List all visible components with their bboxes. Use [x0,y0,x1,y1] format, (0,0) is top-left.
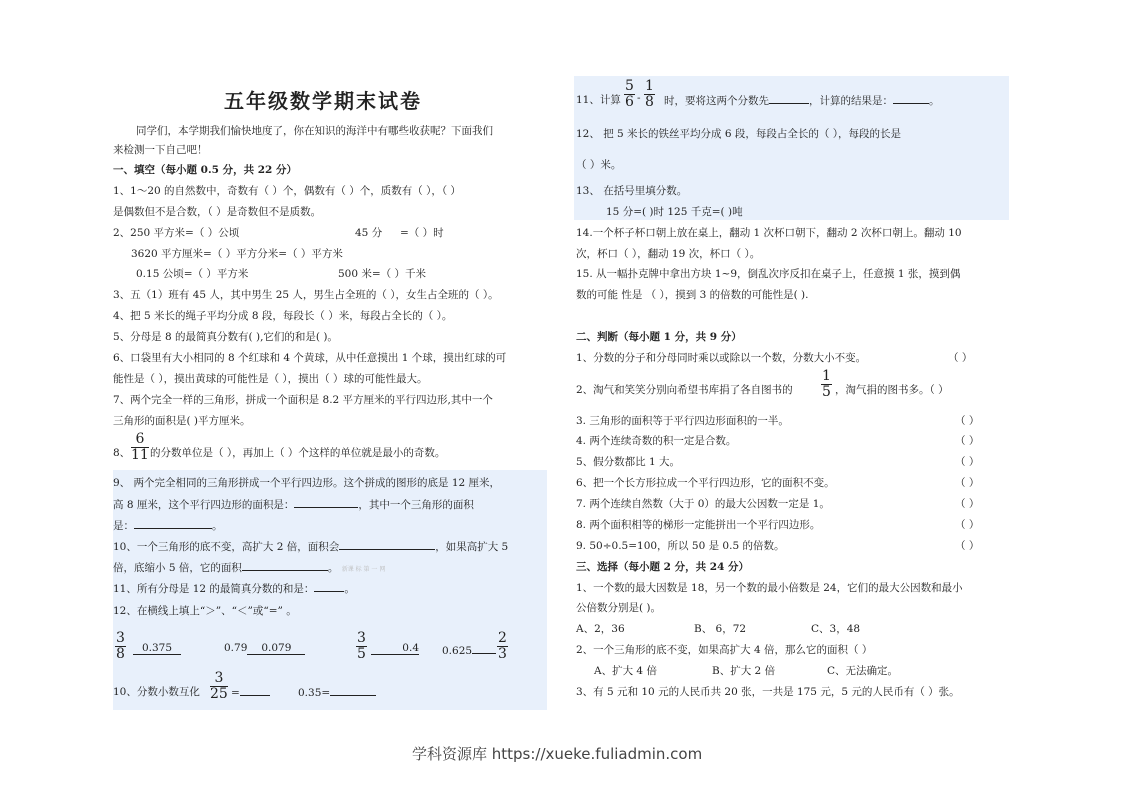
j2-numerator: 1 [822,368,831,384]
q11b-n2: 1 [645,78,654,94]
c1-option-a: A、2，36 [576,623,625,635]
j8-text: 8. 两个面积相等的梯形一定能拼出一个平行四边形。 [576,519,821,531]
q10b-fraction [210,671,228,702]
q10-line-2-b: 。 [327,562,339,574]
section-1-heading: 一、填空（每小题 0.5 分，共 22 分） [113,164,298,176]
j1-text: 1、分数的分子和分母同时乘以或除以一个数，分数大小不变。 [576,352,867,364]
q10b-eq [231,684,270,699]
q10b-numerator: 3 [210,671,228,687]
q15-line-1: 15. 从一幅扑克牌中拿出方块 1~9，倒乱次序反扣在桌子上，任意摸 1 张，摸到偶 [576,268,961,280]
c1-line-1: 1、一个数的最大因数是 18，另一个数的最小倍数是 24，它们的最大公因数和最小 [576,582,963,594]
q8-numerator: 6 [131,432,149,448]
q10-line-1-a: 10、一个三角形的底不变，高扩大 2 倍，面积会 [113,541,340,553]
j2-fraction [821,369,832,400]
q6-line-2: 能性是（ ），摸出黄球的可能性是（ ），摸出（ ）球的可能性最大。 [113,373,428,385]
j2-denominator: 5 [822,384,831,400]
intro-line-1: 同学们，本学期我们愉快地度了，你在知识的海洋中有哪些收获呢？下面我们 [136,125,493,137]
j2-b: ，淘气捐的图书多。（ ） [835,384,949,396]
q9-line-2-b: ，其中一个三角形的面积 [358,499,474,511]
q11a-blank[interactable] [314,580,344,592]
q15-line-2: 数的可能 性是 （ ），摸到 3 的倍数的可能性是( ). [576,289,809,301]
section-3-heading: 三、选择（每小题 2 分，共 24 分） [576,561,750,573]
q10b-value [298,684,376,699]
c1-option-b: B、 6，72 [694,623,747,635]
page-title: 五年级数学期末试卷 [224,89,422,113]
q10b-denominator: 25 [210,686,228,702]
q11b-minus: - [637,92,641,104]
q10-blank-1[interactable] [339,538,435,550]
compare-value-5 [442,642,496,657]
j3-paren: （ ） [955,415,980,427]
j3-text: 3. 三角形的面积等于平行四边形面积的一半。 [576,415,789,427]
q11b-n1: 5 [625,78,634,94]
q11b-blank-1[interactable] [769,92,809,104]
q9-blank-1[interactable] [294,496,358,508]
footer-source[interactable]: 学科资源库 https://xueke.fuliadmin.com [412,745,703,763]
q8-text: 的分数单位是（ ），再加上（ ）个这样的单位就是最小的奇数。 [150,447,446,459]
q9-line-1: 9、 两个完全相同的三角形拼成一个平行四边形。这个拼成的图形的底是 12 厘米， [113,477,501,489]
j8-paren: （ ） [955,519,980,531]
compare-fraction-2 [356,631,367,662]
q9-line-3-end: 。 [212,520,223,532]
q11b-fraction-1 [624,79,635,110]
q2-c: =（ ）时 [400,227,444,239]
j9-paren: （ ） [955,540,980,552]
j7-paren: （ ） [955,498,980,510]
c3: 3、有 5 元和 10 元的人民币共 20 张，一共是 175 元，5 元的人民币有（ ）张。 [576,686,960,698]
j9-text: 9. 50÷0.5=100，所以 50 是 0.5 的倍数。 [576,540,785,552]
q11a [113,580,355,596]
compare-f1-denominator: 8 [116,646,125,662]
compare-f3-numerator: 2 [498,630,507,646]
q9-line-2 [113,496,474,512]
q9-line-3-a: 是： [113,520,134,532]
q2-e: 0.15 公顷=（ ）平方米 [136,268,249,280]
q8-fraction [131,432,149,463]
q10-line-1-b: ，如果高扩大 5 [435,541,509,553]
q14-line-1: 14.一个杯子杯口朝上放在桌上，翻动 1 次杯口朝下，翻动 2 次杯口朝上。翻动 10 [576,227,962,239]
compare-fraction-1 [115,631,126,662]
q5: 5、分母是 8 的最简真分数有( ),它们的和是( )。 [113,331,338,343]
q8-denominator: 11 [131,447,149,463]
q14-line-2: 次，杯口（ ），翻动 19 次，杯口（ ）。 [576,248,761,260]
j2-a: 2、淘气和笑笑分别向希望书库捐了各自图书的 [576,384,793,396]
q7-line-1: 7、两个完全一样的三角形，拼成一个面积是 8.2 平方厘米的平行四边形,其中一个 [113,394,493,406]
c2-line-1: 2、一个三角形的底不变，如果高扩大 4 倍，那么它的面积（ ） [576,644,873,656]
compare-value-4 [371,642,419,655]
j4-paren: （ ） [955,435,980,447]
compare-blank-5[interactable] [472,642,496,654]
j5-paren: （ ） [955,456,980,468]
q8-prefix: 8、 [113,447,131,459]
c2-option-c: C、无法确定。 [827,665,899,677]
q10-line-1 [113,538,508,554]
j4-text: 4. 两个连续奇数的积一定是合数。 [576,435,737,447]
q13-line-2: 15 分=( )时 125 千克=( )吨 [606,206,743,218]
j7-text: 7. 两个连续自然数（大于 0）的最大公因数一定是 1。 [576,498,830,510]
c2-option-b: B、扩大 2 倍 [712,665,776,677]
q2-b: 45 分 [355,227,383,239]
j6-text: 6、把一个长方形拉成一个平行四边形，它的面积不变。 [576,477,835,489]
compare-v5: 0.625 [442,645,473,657]
q9-line-2-a: 高 8 厘米，这个平行四边形的面积是： [113,499,295,511]
q11a-end: 。 [344,583,355,595]
compare-f3-denominator: 3 [498,646,507,662]
c1-option-c: C、3，48 [811,623,861,635]
q9-line-3 [113,517,223,533]
compare-f2-denominator: 5 [357,646,366,662]
q2-a: 2、250 平方米=（ ）公顷 [113,227,240,239]
q6-line-1: 6、口袋里有大小相同的 8 个红球和 4 个黄球，从中任意摸出 1 个球，摸出红球的可 [113,352,507,364]
section-2-heading: 二、判断（每小题 1 分，共 9 分） [576,331,742,343]
compare-v4: 0.4 [371,642,419,655]
q9-blank-2[interactable] [134,517,212,529]
q12a: 12、在横线上填上“＞”、“＜”或“=” 。 [113,605,297,617]
q10b-blank-2[interactable] [330,684,376,696]
q11a-text: 11、所有分母是 12 的最简真分数的和是： [113,583,315,595]
q11b-c: ，计算的结果是： [809,95,893,107]
q10-line-2 [113,559,385,575]
q11b-d1: 6 [625,94,634,110]
q7-line-2: 三角形的面积是( )平方厘米。 [113,415,251,427]
compare-v3: 0.079 [247,642,305,655]
q1-line-2: 是偶数但不是合数，（ ）是奇数但不是质数。 [113,206,322,218]
q11b-fraction-2 [644,79,655,110]
q13-line-1: 13、 在括号里填分数。 [576,185,688,197]
c1-line-2: 公倍数分别是( )。 [576,602,662,614]
compare-f1-numerator: 3 [116,630,125,646]
q11b-end: 。 [929,95,940,107]
q10-line-2-a: 倍，底缩小 5 倍，它的面积 [113,562,242,574]
j6-paren: （ ） [955,477,980,489]
q10b-blank-1[interactable] [240,684,270,696]
compare-value-1 [133,642,181,655]
q10-blank-2[interactable] [242,559,328,571]
compare-value-2 [224,642,305,655]
q10b-v: 0.35= [298,687,331,699]
q2-d: 3620 平方厘米=（ ）平方分米=（ ）平方米 [131,248,343,260]
j1-paren: （ ） [948,352,973,364]
q4: 4、把 5 米长的绳子平均分成 8 段，每段长（ ）米，每段占全长的（ ）。 [113,310,453,322]
q1-line-1: 1、1～20 的自然数中，奇数有（ ）个，偶数有（ ）个，质数有（ ），（ ） [113,185,461,197]
q12b-line-1: 12、 把 5 米长的铁丝平均分成 6 段，每段占全长的（ ），每段的长是 [576,128,901,140]
watermark-text: 新课 标 第 一 网 [341,566,386,573]
q11b-d2: 8 [645,94,654,110]
q2-f: 500 米=（ ）千米 [338,268,427,280]
intro-line-2: 来检测一下自己吧！ [113,144,208,156]
q11b-rest [664,92,940,108]
c2-option-a: A、扩大 4 倍 [594,665,657,677]
q11b-blank-2[interactable] [893,92,929,104]
compare-v1: 0.375 [133,642,181,655]
q11b-a: 11、计算 [576,94,621,106]
q3: 3、五（1）班有 45 人，其中男生 25 人，男生占全班的（ ），女生占全班的（ ）。 [113,289,499,301]
compare-fraction-3 [497,631,508,662]
j5-text: 5、假分数都比 1 大。 [576,456,681,468]
q11b-b: 时，要将这两个分数先 [664,95,769,107]
compare-f2-numerator: 3 [357,630,366,646]
q10b-text: 10、分数小数互化 [113,686,200,698]
compare-v2: 0.79 [224,642,248,654]
q10b-eq-sign: = [231,687,240,699]
q12b-line-2: （ ）米。 [576,159,622,171]
